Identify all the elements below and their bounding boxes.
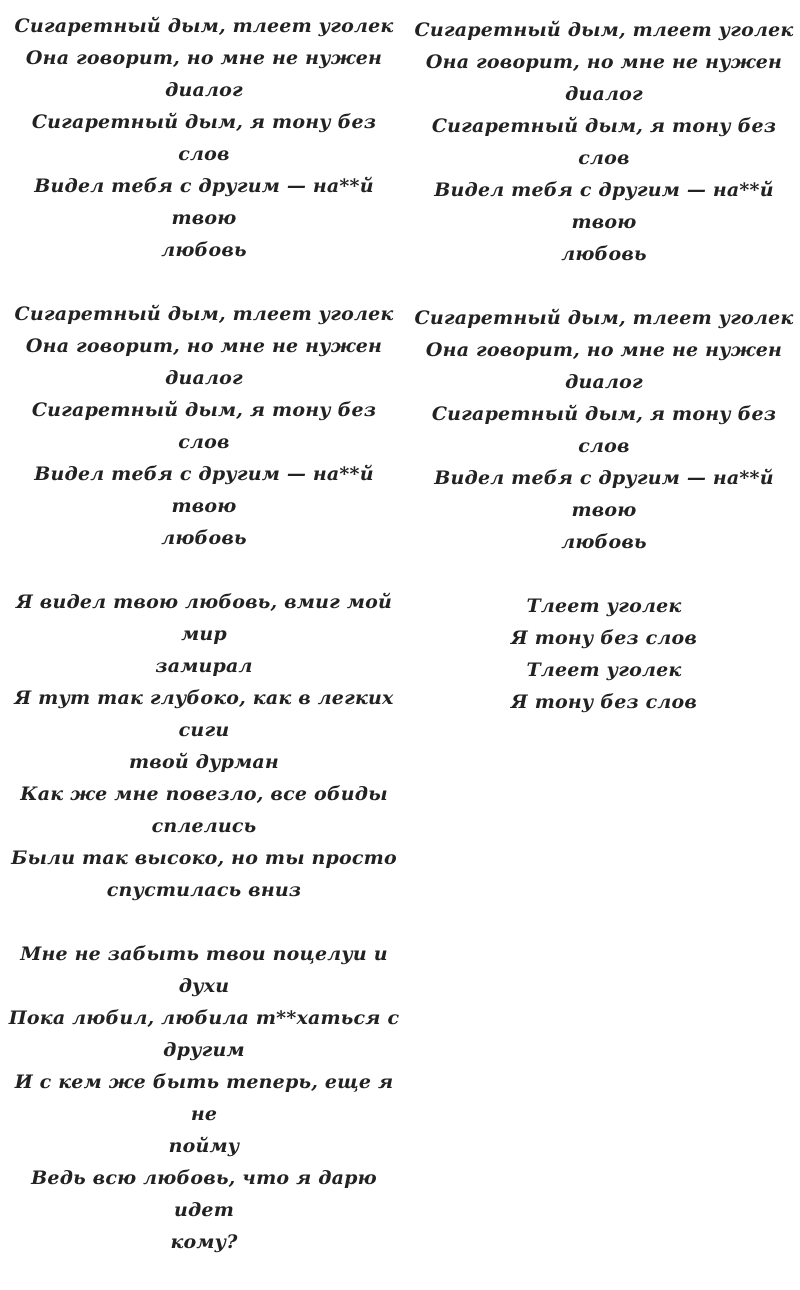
lyric-line: сплелись bbox=[151, 815, 257, 837]
lyrics-column-left bbox=[4, 10, 404, 1290]
lyric-line: Я тут так глубоко, как в легких сиги bbox=[14, 687, 394, 741]
stanza bbox=[408, 590, 800, 718]
stanza bbox=[408, 14, 800, 270]
lyric-line: другим bbox=[163, 1039, 245, 1061]
lyric-line: Как же мне повезло, все обиды bbox=[20, 783, 388, 805]
lyric-line: Видел тебя с другим — на**й твою bbox=[34, 175, 374, 229]
lyric-line: Сигаретный дым, я тону без слов bbox=[31, 399, 377, 453]
lyric-line: спустилась вниз bbox=[106, 879, 302, 901]
lyric-line: Ведь всю любовь, что я дарю идет bbox=[31, 1167, 377, 1221]
lyric-line: Видел тебя с другим — на**й твою bbox=[434, 467, 774, 521]
lyric-line: пойму bbox=[168, 1135, 240, 1157]
lyric-line: любовь bbox=[561, 531, 647, 553]
lyric-line: любовь bbox=[161, 239, 247, 261]
lyric-line: И с кем же быть теперь, еще я не bbox=[14, 1071, 394, 1125]
stanza bbox=[4, 10, 404, 266]
lyric-line: Она говорит, но мне не нужен bbox=[425, 51, 783, 73]
lyric-line: Видел тебя с другим — на**й твою bbox=[434, 179, 774, 233]
lyric-line: Сигаретный дым, тлеет уголек bbox=[14, 303, 394, 325]
lyric-line: Были так высоко, но ты просто bbox=[11, 847, 397, 869]
lyric-line: Пока любил, любила т**хаться с bbox=[8, 1007, 400, 1029]
lyric-line: диалог bbox=[565, 371, 643, 393]
lyric-line: Сигаретный дым, тлеет уголек bbox=[414, 307, 794, 329]
lyric-line: Видел тебя с другим — на**й твою bbox=[34, 463, 374, 517]
lyric-line: Я видел твою любовь, вмиг мой мир bbox=[16, 591, 392, 645]
lyric-line: кому? bbox=[170, 1231, 238, 1253]
lyric-line: любовь bbox=[161, 527, 247, 549]
lyric-line: Сигаретный дым, я тону без слов bbox=[431, 115, 777, 169]
lyric-line: Сигаретный дым, я тону без слов bbox=[31, 111, 377, 165]
stanza bbox=[4, 938, 404, 1258]
lyric-line: любовь bbox=[561, 243, 647, 265]
lyric-line: диалог bbox=[565, 83, 643, 105]
lyric-line: замирал bbox=[155, 655, 253, 677]
lyric-line: Я тону без слов bbox=[510, 691, 698, 713]
lyric-line: Она говорит, но мне не нужен диалог bbox=[25, 47, 383, 101]
lyrics-column-right bbox=[408, 14, 800, 750]
lyric-line: Сигаретный дым, тлеет уголек bbox=[14, 15, 394, 37]
lyric-line: Она говорит, но мне не нужен bbox=[425, 339, 783, 361]
lyric-line: Тлеет уголек bbox=[526, 595, 682, 617]
lyric-line: Сигаретный дым, тлеет уголек bbox=[414, 19, 794, 41]
stanza bbox=[4, 586, 404, 906]
lyric-line: Мне не забыть твои поцелуи и духи bbox=[20, 943, 388, 997]
lyric-line: Я тону без слов bbox=[510, 627, 698, 649]
lyric-line: твой дурман bbox=[129, 751, 279, 773]
stanza bbox=[408, 302, 800, 558]
stanza bbox=[4, 298, 404, 554]
lyric-line: Тлеет уголек bbox=[526, 659, 682, 681]
lyric-line: Она говорит, но мне не нужен диалог bbox=[25, 335, 383, 389]
lyric-line: Сигаретный дым, я тону без слов bbox=[431, 403, 777, 457]
